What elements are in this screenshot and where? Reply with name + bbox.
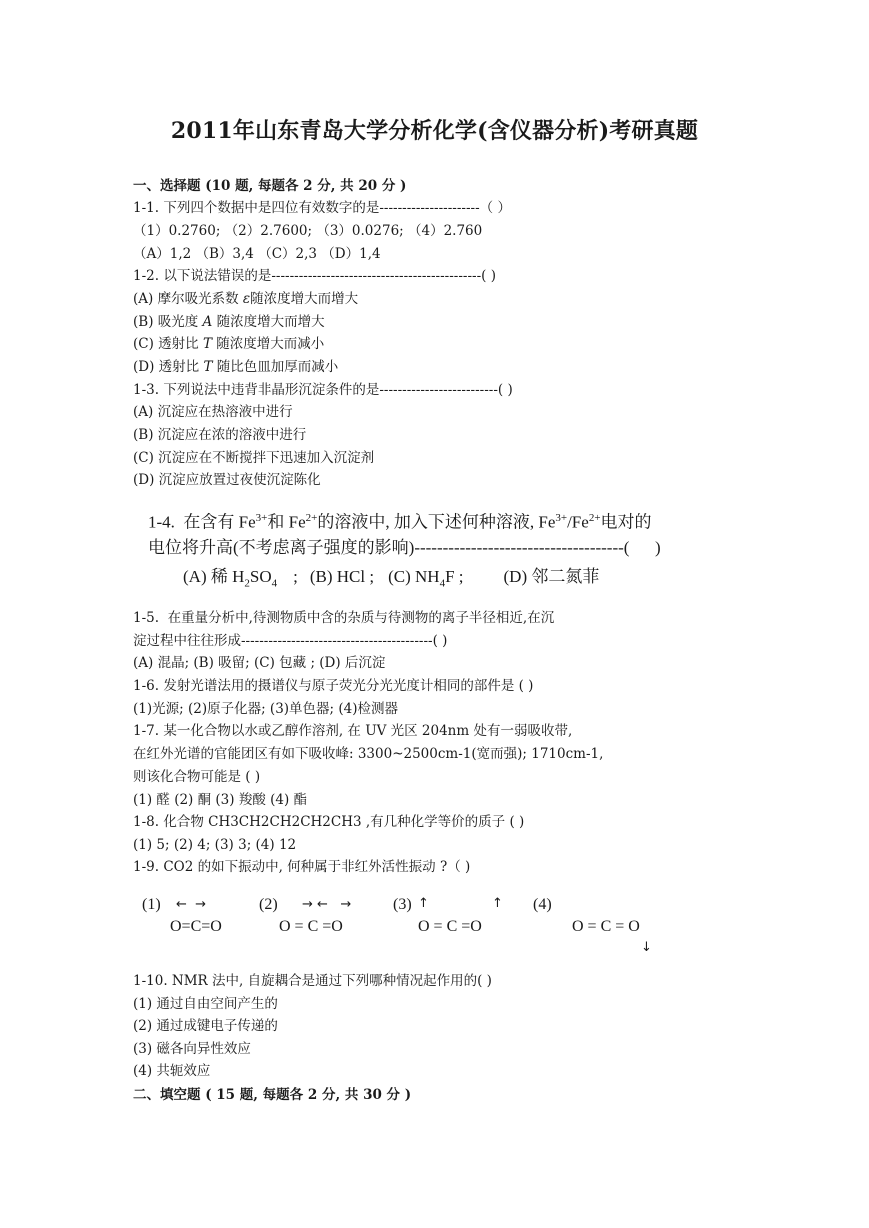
page-title: 2011年山东青岛大学分析化学(含仪器分析)考研真题 [170, 118, 699, 144]
question-3-stem: 1-3. 下列说法中违背非晶形沉淀条件的是--------------------------( ) [133, 382, 513, 398]
question-8-options: (1) 5; (2) 4; (3) 3; (4) 12 [133, 837, 297, 853]
question-3-option-d: (D) 沉淀应放置过夜使沉淀陈化 [133, 472, 321, 488]
question-4-line-1: 1-4. 在含有 $Fe^{3+}$和 $Fe^{2+}$的溶液中, 加入下述何种溶液, $Fe^{3+}/Fe^{2+}$电对的 [148, 512, 652, 532]
question-4-options: (A) 稀 $H_2SO_4$ ; (B) HCl ; (C) $NH_4F$ ; (D) 邻二氮菲 [183, 567, 600, 590]
question-6-stem: 1-6. 发射光谱法用的摄谱仪与原子荧光分光光度计相同的部件是 ( ) [133, 678, 534, 694]
vibration-molecule-4: O = C = O [572, 918, 640, 935]
vibration-molecule-2: O = C =O [279, 918, 343, 935]
vibration-label-4: (4) [533, 896, 552, 913]
question-2-option-b: (B) 吸光度 A 随浓度增大而增大 [133, 314, 325, 330]
question-4-option-b: (B) HCl ; [309, 567, 375, 586]
question-10-option-1: (1) 通过自由空间产生的 [133, 996, 278, 1012]
question-10-option-4: (4) 共轭效应 [133, 1063, 211, 1079]
question-6-options: (1)光源; (2)原子化器; (3)单色器; (4)检测器 [133, 701, 399, 717]
vibration-label-2: (2) [259, 896, 278, 913]
question-5-line-2: 淀过程中往往形成------------------------------------------( ) [133, 633, 448, 649]
question-3-option-c: (C) 沉淀应在不断搅拌下迅速加入沉淀剂 [133, 450, 375, 466]
question-3-option-b: (B) 沉淀应在浓的溶液中进行 [133, 427, 307, 443]
question-2-option-d: (D) 透射比 T 随比色皿加厚而减小 [133, 359, 339, 375]
vibration-molecule-3: O = C =O [418, 918, 482, 935]
question-5-options: (A) 混晶; (B) 吸留; (C) 包藏 ; (D) 后沉淀 [133, 655, 386, 671]
question-7-line-1: 1-7. 某一化合物以水或乙醇作溶剂, 在 UV 光区 204nm 处有一弱吸收带, [133, 723, 573, 739]
arrow-down-icon: ↓ [641, 940, 652, 955]
question-4-option-d: (D) 邻二氮菲 [503, 567, 600, 586]
section-heading-choice: 一、选择题 (10 题, 每题各 2 分, 共 20 分 ) [133, 178, 407, 194]
question-2-option-c: (C) 透射比 T 随浓度增大而减小 [133, 336, 325, 352]
question-4-line-2: 电位将升高(不考虑离子强度的影响)-------------------------------------( ) [148, 538, 661, 557]
question-1-stem: 1-1. 下列四个数据中是四位有效数字的是----------------------（ ） [133, 200, 511, 216]
question-4-option-a: (A) 稀 $H_2SO_4$ [183, 567, 278, 590]
question-2-option-a: (A) 摩尔吸光系数 ε随浓度增大而增大 [133, 291, 359, 307]
question-10-option-3: (3) 磁各向异性效应 [133, 1041, 251, 1057]
question-8-stem: 1-8. 化合物 CH3CH2CH2CH2CH3 ,有几种化学等价的质子 ( ) [133, 814, 525, 830]
vibration-arrows-2: → ← → [302, 897, 352, 912]
question-2-stem: 1-2. 以下说法错误的是----------------------------------------------( ) [133, 268, 496, 284]
vibration-arrows-1: ← → [176, 897, 207, 912]
question-7-options: (1) 醛 (2) 酮 (3) 羧酸 (4) 酯 [133, 792, 308, 808]
question-4-option-c: (C) $NH_4F$ ; [388, 567, 464, 590]
section-heading-fill-in: 二、填空题 ( 15 题, 每题各 2 分, 共 30 分 ) [133, 1087, 412, 1103]
question-1-options: （A）1,2 （B）3,4 （C）2,3 （D）1,4 [133, 246, 381, 262]
question-5-line-1: 1-5. 在重量分析中,待测物质中含的杂质与待测物的离子半径相近,在沉 [133, 610, 555, 626]
question-7-line-3: 则该化合物可能是 ( ) [133, 769, 261, 785]
question-1-data: （1）0.2760; （2）2.7600; （3）0.0276; （4）2.760 [133, 223, 483, 239]
question-10-option-2: (2) 通过成键电子传递的 [133, 1018, 278, 1034]
arrow-up-icon: ↑ [492, 896, 503, 911]
arrow-up-icon: ↑ [418, 896, 429, 911]
vibration-label-1: (1) [142, 896, 161, 913]
vibration-label-3: (3) [393, 896, 412, 913]
question-9-stem: 1-9. CO2 的如下振动中, 何种属于非红外活性振动 ?（ ) [133, 859, 471, 875]
question-10-stem: 1-10. NMR 法中, 自旋耦合是通过下列哪种情况起作用的( ) [133, 973, 492, 989]
question-3-option-a: (A) 沉淀应在热溶液中进行 [133, 404, 293, 420]
vibration-molecule-1: O=C=O [170, 918, 222, 935]
question-7-line-2: 在红外光谱的官能团区有如下吸收峰: 3300~2500cm-1(宽而强); 1710cm-1, [133, 746, 604, 762]
